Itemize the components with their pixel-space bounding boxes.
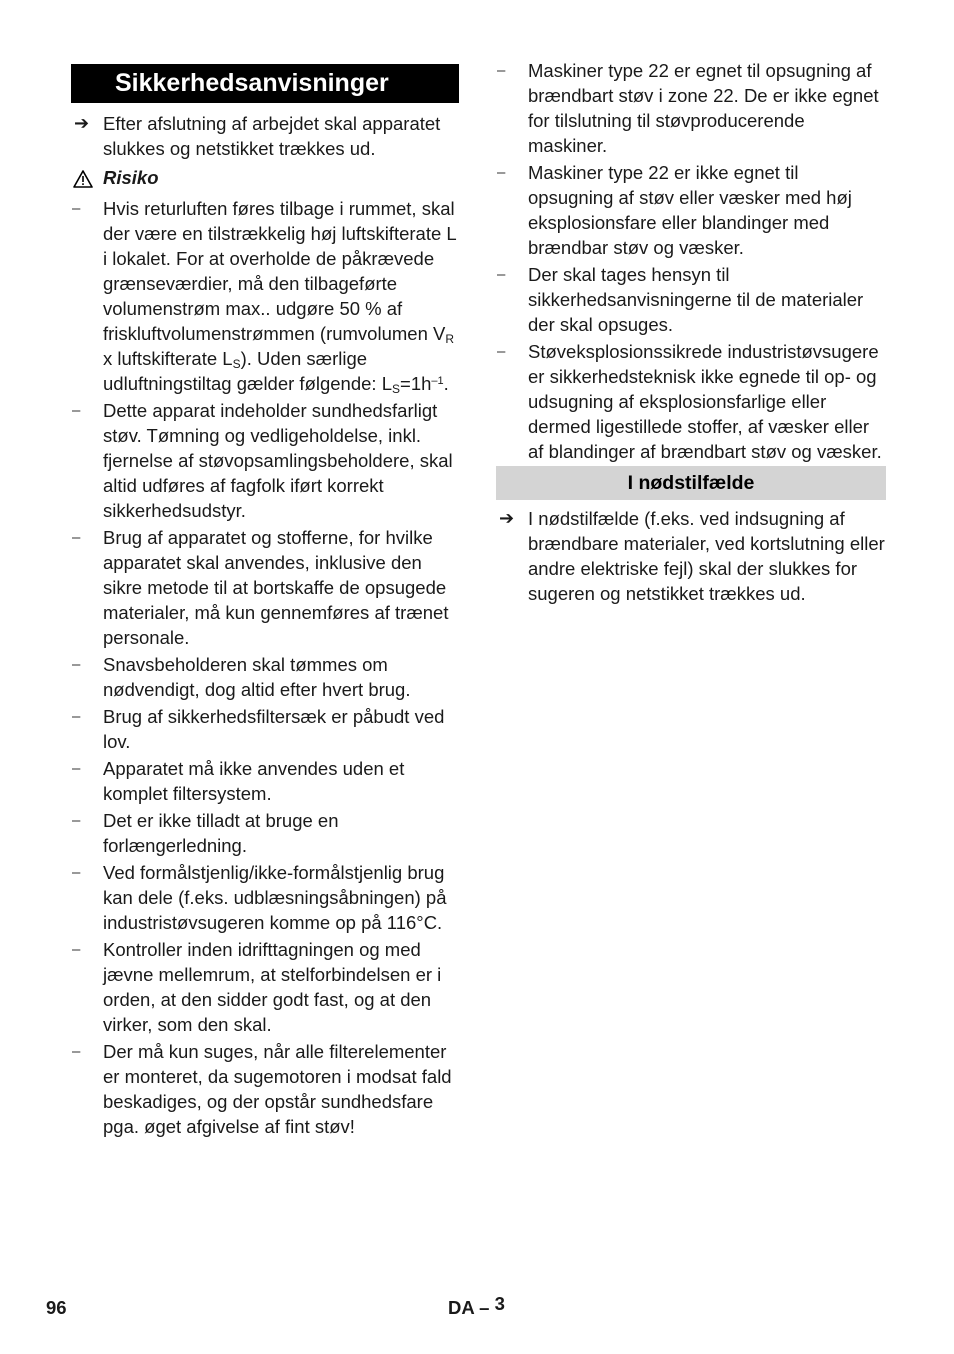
- page-number: 96: [46, 1297, 67, 1318]
- arrow-icon: ➔: [499, 508, 515, 528]
- dash-marker: –: [72, 1043, 81, 1060]
- dash-marker: –: [72, 656, 81, 673]
- ventilation-text: Hvis returluften føres tilbage i rummet, skal der være en tilstrækkelig høj luftskifterate L i lokalet. For at overholde de påkrævede grænseværdier, må den tilbageførte volumenstrøm max.. udgøre 50 % af friskluftvolumenstrømmen (rumvolumen $V_R$ x luftskifterate $L_S$). Uden særlige udluftningstiltag gælder følgende: $L_S=1h^{-1}$.: [103, 198, 456, 396]
- right-column: [496, 58, 886, 608]
- list-item-text: Det er ikke tilladt at bruge en forlængerledning.: [103, 810, 339, 856]
- warning-heading: [71, 165, 459, 190]
- list-item: [71, 756, 459, 806]
- list-item: [496, 339, 886, 464]
- list-item-text: Apparatet må ikke anvendes uden et komplet filtersystem.: [103, 758, 405, 804]
- list-item-text: Brug af apparatet og stofferne, for hvilke apparatet skal anvendes, inklusive den sikre metode til at bortskaffe de opsugede materialer, må kun gennemføres af trænet personale.: [103, 527, 449, 648]
- warning-label: Risiko: [103, 167, 159, 188]
- list-item-text: Maskiner type 22 er ikke egnet til opsugning af støv eller væsker med høj eksplosionsfare eller blandinger med brændbar støv og væsker.: [528, 162, 852, 258]
- arrow-icon: ➔: [74, 113, 90, 133]
- warning-triangle-icon: [73, 169, 93, 194]
- list-item: [71, 937, 459, 1037]
- dash-marker: –: [72, 812, 81, 829]
- list-item-text: Maskiner type 22 er egnet til opsugning af brændbart støv i zone 22. De er ikke egnet for tilslutning til støvproducerende maskiner.: [528, 60, 879, 156]
- instruction-text: Efter afslutning af arbejdet skal apparatet slukkes og netstikket trækkes ud.: [103, 113, 441, 159]
- dash-marker: –: [497, 343, 506, 360]
- left-column: [71, 58, 459, 1141]
- list-item: [496, 262, 886, 337]
- page-footer-label: [448, 1293, 505, 1319]
- dash-marker: –: [72, 529, 81, 546]
- dash-marker: –: [72, 760, 81, 777]
- dash-marker: –: [497, 266, 506, 283]
- emergency-instruction: [496, 506, 886, 606]
- list-item: [496, 160, 886, 260]
- list-item-text: Dette apparat indeholder sundhedsfarligt støv. Tømning og vedligeholdelse, inkl. fjernelse af støvopsamlingsbeholdere, skal altid udføres af fagfolk iført korrekt sikkerhedsudstyr.: [103, 400, 453, 521]
- list-item-text: Støveksplosionssikrede industristøvsugere er sikkerhedsteknisk ikke egnede til op- og udsugning af eksplosionsfarlige eller dermed ligestillede stoffer, af væsker eller af blandinger af brændbart støv og væsker.: [528, 341, 882, 462]
- dash-marker: –: [72, 708, 81, 725]
- list-item: [71, 704, 459, 754]
- list-item: [496, 58, 886, 158]
- list-item: [71, 860, 459, 935]
- dash-marker: –: [72, 200, 81, 217]
- list-item-text: Brug af sikkerhedsfiltersæk er påbudt ved lov.: [103, 706, 445, 752]
- list-item-text: Der må kun suges, når alle filterelementer er monteret, da sugemotoren i modsat fald beskadiges, og der opstår sundhedsfare pga. øget afgivelse af fint støv!: [103, 1041, 452, 1137]
- dash-marker: –: [497, 164, 506, 181]
- instruction-intro: [71, 111, 459, 161]
- list-item: [71, 398, 459, 523]
- list-item: [71, 652, 459, 702]
- list-item: [71, 1039, 459, 1139]
- section-title: Sikkerhedsanvisninger: [71, 64, 459, 103]
- list-item: [71, 808, 459, 858]
- list-item-text: Ved formålstjenlig/ikke-formålstjenlig brug kan dele (f.eks. udblæsningsåbningen) på industristøvsugeren komme op på 116°C.: [103, 862, 447, 933]
- list-item-text: Kontroller inden idrifttagningen og med jævne mellemrum, at stelforbindelsen er i orden, at den sidder godt fast, og at den virker, som den skal.: [103, 939, 442, 1035]
- emergency-text: I nødstilfælde (f.eks. ved indsugning af brændbare materialer, ved kortslutning eller andre elektriske fejl) skal der slukkes for sugeren og netstikket trækkes ud.: [528, 508, 885, 604]
- list-item-text: Der skal tages hensyn til sikkerhedsanvisningerne til de materialer der skal opsuges.: [528, 264, 864, 335]
- subsection-title: I nødstilfælde: [496, 466, 886, 500]
- dash-marker: –: [72, 864, 81, 881]
- section-number: 3: [494, 1293, 505, 1314]
- list-item: [71, 525, 459, 650]
- dash-marker: –: [497, 62, 506, 79]
- dash-marker: –: [72, 941, 81, 958]
- list-item-ventilation: [71, 196, 459, 396]
- language-code: DA –: [448, 1297, 490, 1318]
- list-item-text: Snavsbeholderen skal tømmes om nødvendigt, dog altid efter hvert brug.: [103, 654, 411, 700]
- dash-marker: –: [72, 402, 81, 419]
